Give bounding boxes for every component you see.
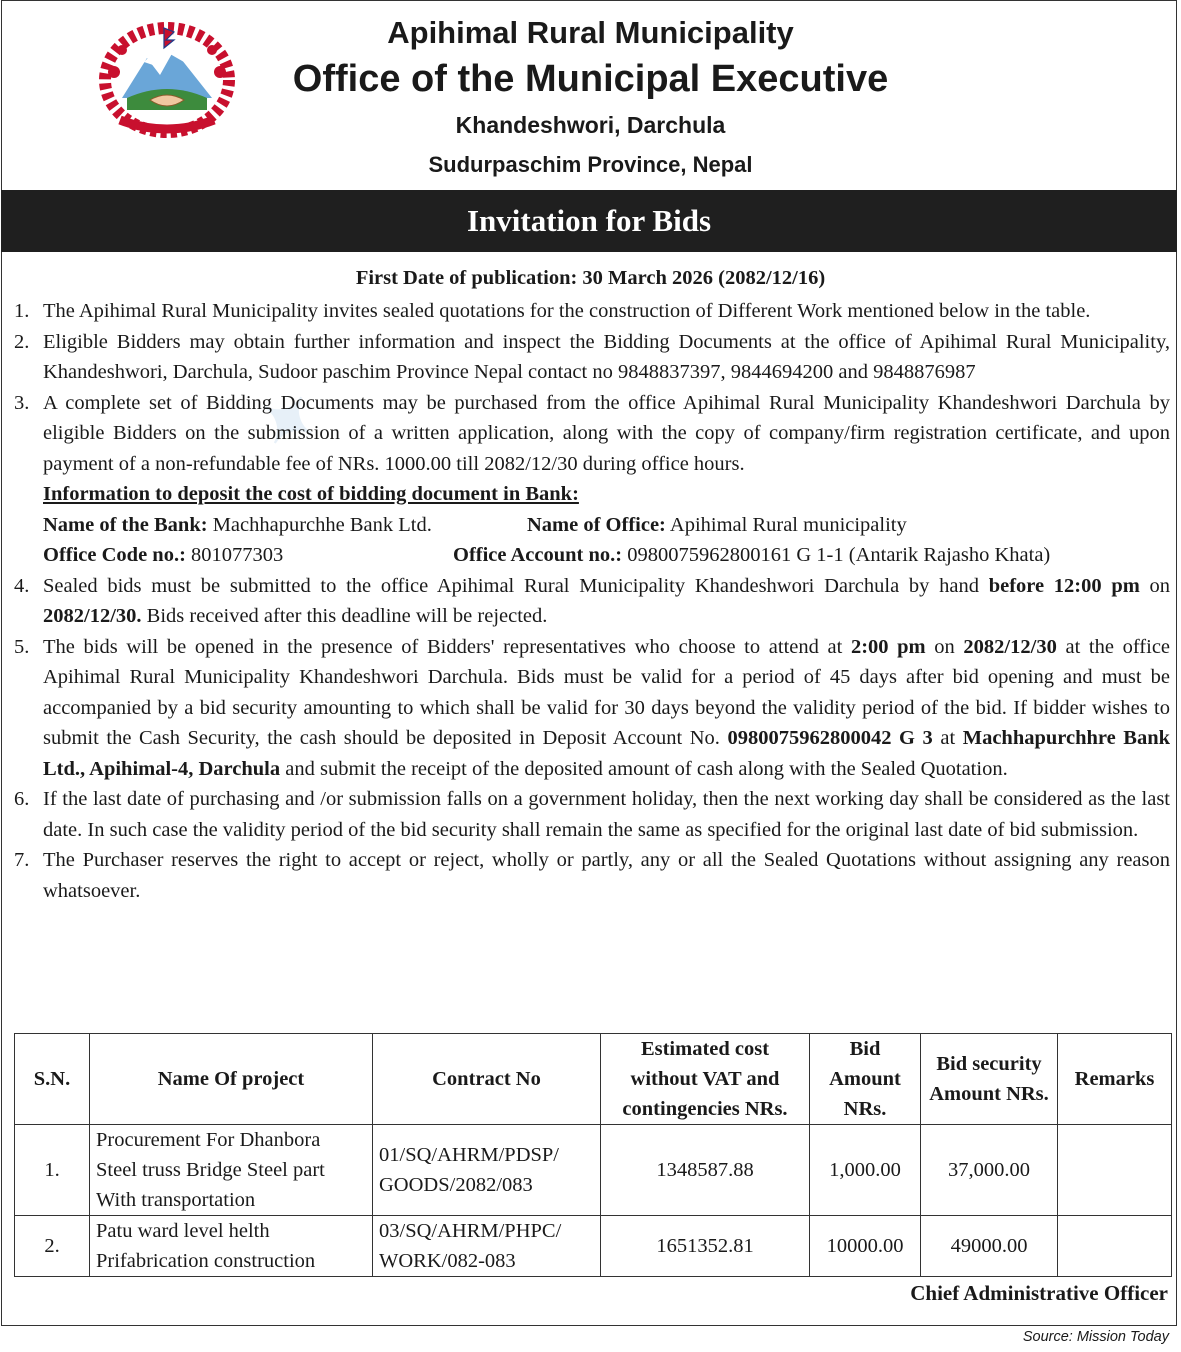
cell-sn: 1. (15, 1125, 90, 1216)
table-row (15, 1216, 1172, 1277)
office-code-value: 801077303 (191, 544, 284, 566)
clause-text: The Apihimal Rural Municipality invites sealed quotations for the construction of Different Work mentioned below in the table. (43, 300, 1091, 322)
clause-3 (14, 388, 1170, 480)
clause-5 (14, 632, 1170, 785)
clause-text: at the office Apihimal Rural Municipality Khandeshwori Darchula. Bids must be valid for a period of 45 days after bid opening and must be accompanied by a bid security amounting to which shall be valid for 30 days beyond the validity period of the bid. If bidder wishes to submit the Cash Security, the cash should be deposited in Deposit Account No. (43, 635, 1171, 749)
municipality-name: Apihimal Rural Municipality (387, 15, 794, 50)
clause-text: The Purchaser reserves the right to accept or reject, wholly or partly, any or all the Sealed Quotations without assigning any reason whatsoever. (43, 849, 1170, 902)
bank-row-1 (14, 510, 1170, 541)
office-account-label: Office Account no.: (453, 544, 623, 566)
clause-2 (14, 327, 1170, 388)
clause-1 (14, 296, 1170, 327)
clause-number: 6. (14, 788, 30, 810)
office-name-label: Name of Office: (527, 513, 666, 536)
bid-table (14, 1033, 1172, 1277)
clause-number: 7. (14, 849, 30, 871)
header-cost: Estimated cost without VAT and contingencies NRs. (601, 1034, 810, 1125)
clause-text: The bids will be opened in the presence of Bidders' representatives who choose to attend at (43, 635, 843, 658)
cell-bid-security: 37,000.00 (921, 1125, 1058, 1216)
clause-7 (14, 845, 1170, 906)
clause-text: on (934, 635, 955, 658)
signatory-title: Chief Administrative Officer (910, 1281, 1168, 1305)
clause-number: 5. (14, 635, 30, 658)
publication-date: First Date of publication: 30 March 2026 (2082/12/16) (355, 267, 826, 289)
header-remarks: Remarks (1058, 1034, 1172, 1125)
office-code-label: Office Code no.: (43, 544, 186, 566)
clause-number: 1. (14, 300, 30, 322)
cell-cost: 1348587.88 (601, 1125, 810, 1216)
clause-text: If the last date of purchasing and /or submission falls on a government holiday, then the next working day shall be considered as the last date. In such case the validity period of the bid security shall remain the same as specified for the original last date of bid submission. (43, 788, 1170, 841)
province-location: Sudurpaschim Province, Nepal (428, 152, 753, 177)
opening-date: 2082/12/30 (963, 635, 1057, 658)
clause-number: 2. (14, 330, 30, 353)
cell-project: Procurement For Dhanbora Steel truss Bridge Steel part With transportation (90, 1125, 373, 1216)
bank-name-value: Machhapurchhe Bank Ltd. (212, 513, 432, 536)
bank-name-label: Name of the Bank: (43, 513, 208, 536)
clause-text: at (940, 727, 956, 749)
cell-contract: 03/SQ/AHRM/PHPC/ WORK/082-083 (373, 1216, 601, 1277)
opening-time: 2:00 pm (850, 635, 926, 658)
office-name-info (527, 510, 907, 541)
table-header-row (15, 1034, 1172, 1125)
header-sn: S.N. (15, 1034, 90, 1125)
cell-cost: 1651352.81 (601, 1216, 810, 1277)
clause-text: Sealed bids must be submitted to the office Apihimal Rural Municipality Khandeshwori Darchula by hand (43, 574, 979, 597)
deadline-time: before 12:00 pm (988, 574, 1140, 597)
header-bid-security: Bid security Amount NRs. (921, 1034, 1058, 1125)
cell-bid-amount: 10000.00 (810, 1216, 921, 1277)
cell-bid-security: 49000.00 (921, 1216, 1058, 1277)
table-row (15, 1125, 1172, 1216)
clause-6 (14, 784, 1170, 845)
office-account-value: 0980075962800161 G 1-1 (Antarik Rajasho Khata) (627, 544, 1051, 566)
cell-sn: 2. (15, 1216, 90, 1277)
notice-body (14, 296, 1170, 906)
clause-text: Eligible Bidders may obtain further information and inspect the Bidding Documents at the office of Apihimal Rural Municipality, Khandeshwori, Darchula, Sudoor paschim Province Nepal contact no 9848837397, 9844694200 and 9848876987 (43, 330, 1170, 383)
clause-4 (14, 571, 1170, 632)
header-bid-amount: Bid Amount NRs. (810, 1034, 921, 1125)
clause-number: 3. (14, 391, 30, 414)
cell-remarks (1058, 1216, 1172, 1277)
office-location: Khandeshwori, Darchula (455, 112, 726, 138)
cell-bid-amount: 1,000.00 (810, 1125, 921, 1216)
bank-info-heading (14, 479, 1170, 510)
deadline-date: 2082/12/30. (43, 605, 142, 627)
office-account (453, 540, 1050, 571)
clause-number: 4. (14, 574, 30, 597)
deposit-account-number: 0980075962800042 G 3 (727, 727, 933, 749)
clause-text: on (1149, 574, 1171, 597)
bank-row-2 (14, 540, 1170, 571)
office-code (43, 540, 453, 571)
clause-text: and submit the receipt of the deposited amount of cash along with the Sealed Quotation. (285, 757, 1008, 780)
bank-heading-text: Information to deposit the cost of bidding document in Bank: (43, 483, 579, 505)
source-credit: Source: Mission Today (1022, 1329, 1169, 1345)
office-name: Office of the Municipal Executive (292, 58, 889, 100)
clause-text: A complete set of Bidding Documents may be purchased from the office Apihimal Rural Municipality Khandeshwori Darchula by eligible Bidders on the submission of a written application, along with the copy of company/firm registration certificate, and upon payment of a non-refundable fee of NRs. 1000.00 till 2082/12/30 during office hours. (43, 391, 1170, 475)
cell-remarks (1058, 1125, 1172, 1216)
notice-title-banner: Invitation for Bids (1, 190, 1177, 252)
watermark: ✦ (240, 376, 338, 466)
cell-project: Patu ward level helth Prifabrication construction (90, 1216, 373, 1277)
cell-contract: 01/SQ/AHRM/PDSP/ GOODS/2082/083 (373, 1125, 601, 1216)
office-name-value: Apihimal Rural municipality (669, 513, 907, 536)
header-contract: Contract No (373, 1034, 601, 1125)
clause-text: Bids received after this deadline will be rejected. (146, 605, 548, 627)
header-project: Name Of project (90, 1034, 373, 1125)
bank-name (43, 510, 527, 541)
deposit-bank: Machhapurchhre Bank Ltd., Apihimal-4, Darchula (43, 727, 1171, 780)
